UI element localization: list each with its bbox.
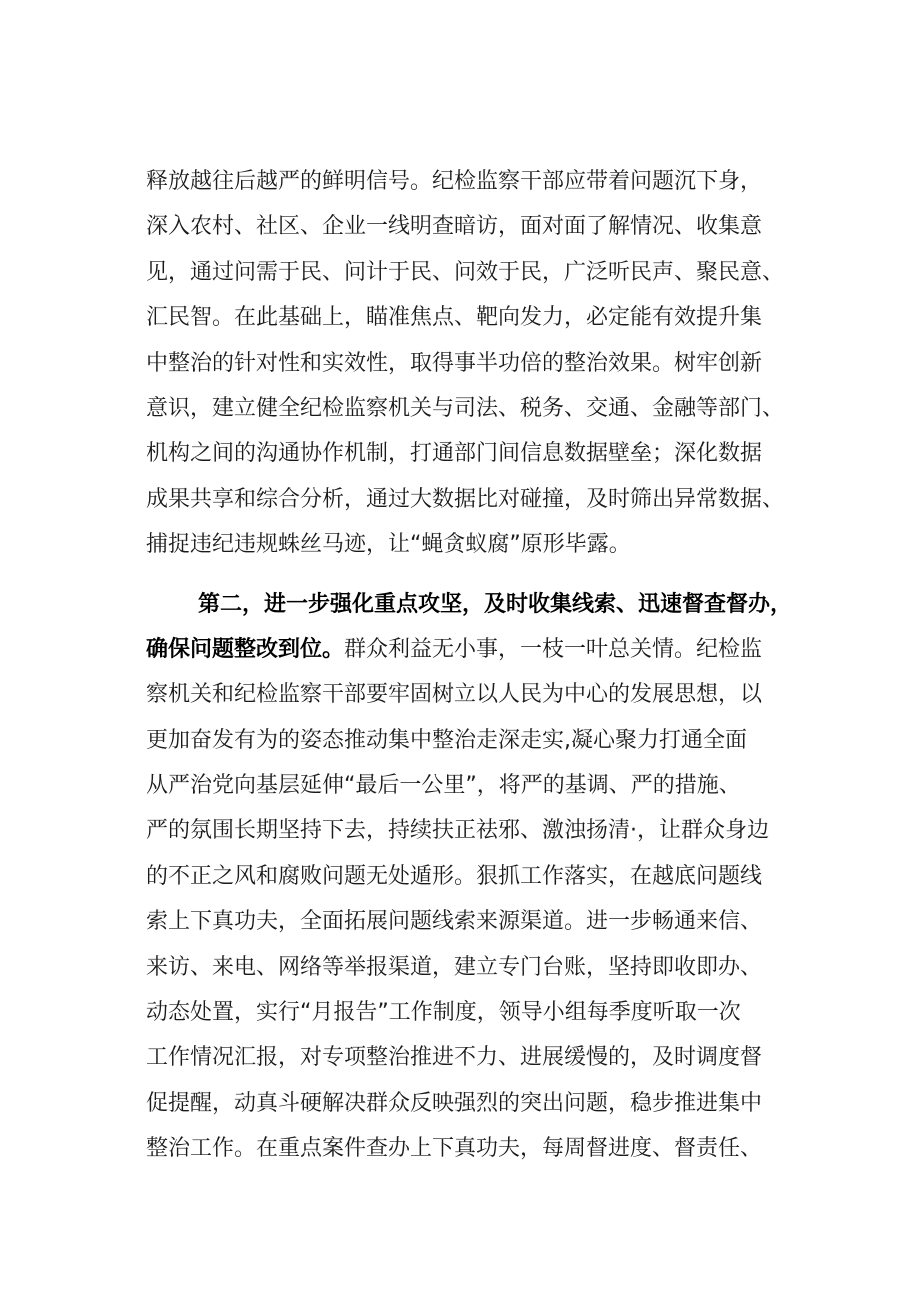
paragraph-heading-end: 确保问题整改到位。 — [146, 636, 345, 662]
text-line: 整治工作。在重点案件查办上下真功夫，每周督进度、督责任、 — [146, 1136, 763, 1162]
text-line: 从严治党向基层延伸“最后一公里”，将严的基调、严的措施、 — [146, 773, 741, 799]
text-line: 中整治的针对性和实效性，取得事半功倍的整治效果。树牢创新 — [146, 350, 763, 376]
text-line: 成果共享和综合分析，通过大数据比对碰撞，及时筛出异常数据、 — [146, 486, 785, 512]
text-line: 释放越往后越严的鲜明信号。纪检监察干部应带着问题沉下身， — [146, 169, 763, 194]
text-line: 意识，建立健全纪检监察机关与司法、税务、交通、金融等部门、 — [146, 395, 785, 421]
paragraph-gap — [146, 568, 826, 582]
text-line: 汇民智。在此基础上，瞄准焦点、靶向发力，必定能有效提升集 — [146, 305, 763, 331]
text-line: 察机关和纪检监察干部要牢固树立以人民为中心的发展思想，以 — [146, 682, 763, 708]
text-line: 见，通过问需于民、问计于民、问效于民，广泛听民声、聚民意、 — [146, 259, 785, 285]
text-line: 捕捉违纪违规蛛丝马迹，让“蝇贪蚁腐”原形毕露。 — [146, 532, 631, 558]
text-line: 更加奋发有为的姿态推动集中整治走深走实,凝心聚力打通全面 — [146, 727, 747, 753]
paragraph-heading: 第二，进一步强化重点攻坚，及时收集线索、迅速督查督办， — [198, 591, 793, 617]
paragraph-2 — [146, 582, 826, 1172]
text-line: 机构之间的沟通协作机制，打通部门间信息数据壁垒；深化数据 — [146, 441, 763, 467]
text-line: 工作情况汇报，对专项整治推进不力、进展缓慢的，及时调度督 — [146, 1045, 763, 1071]
text-line: 深入农村、社区、企业一线明查暗访，面对面了解情况、收集意 — [146, 214, 763, 240]
text-line: 严的氛围长期坚持下去，持续扶正祛邪、激浊扬清·，让群众身边 — [146, 818, 769, 844]
text-line: 动态处置，实行“月报告”工作制度，领导小组每季度听取一次 — [146, 1000, 741, 1026]
text-line — [146, 627, 826, 672]
text-line: 的不正之风和腐败问题无处遁形。狠抓工作落实，在越底问题线 — [146, 863, 763, 889]
text-line: 索上下真功夫，全面拓展问题线索来源渠道。进一步畅通来信、 — [146, 909, 763, 935]
text-segment: 群众利益无小事，一枝一叶总关情。纪检监 — [344, 636, 763, 662]
paragraph-1 — [146, 159, 826, 568]
body-text — [146, 159, 826, 1172]
text-line: 来访、来电、网络等举报渠道，建立专门台账，坚持即收即办、 — [146, 954, 763, 980]
text-line: 促提醒，动真斗硬解决群众反映强烈的突出问题，稳步推进集中 — [146, 1090, 763, 1116]
